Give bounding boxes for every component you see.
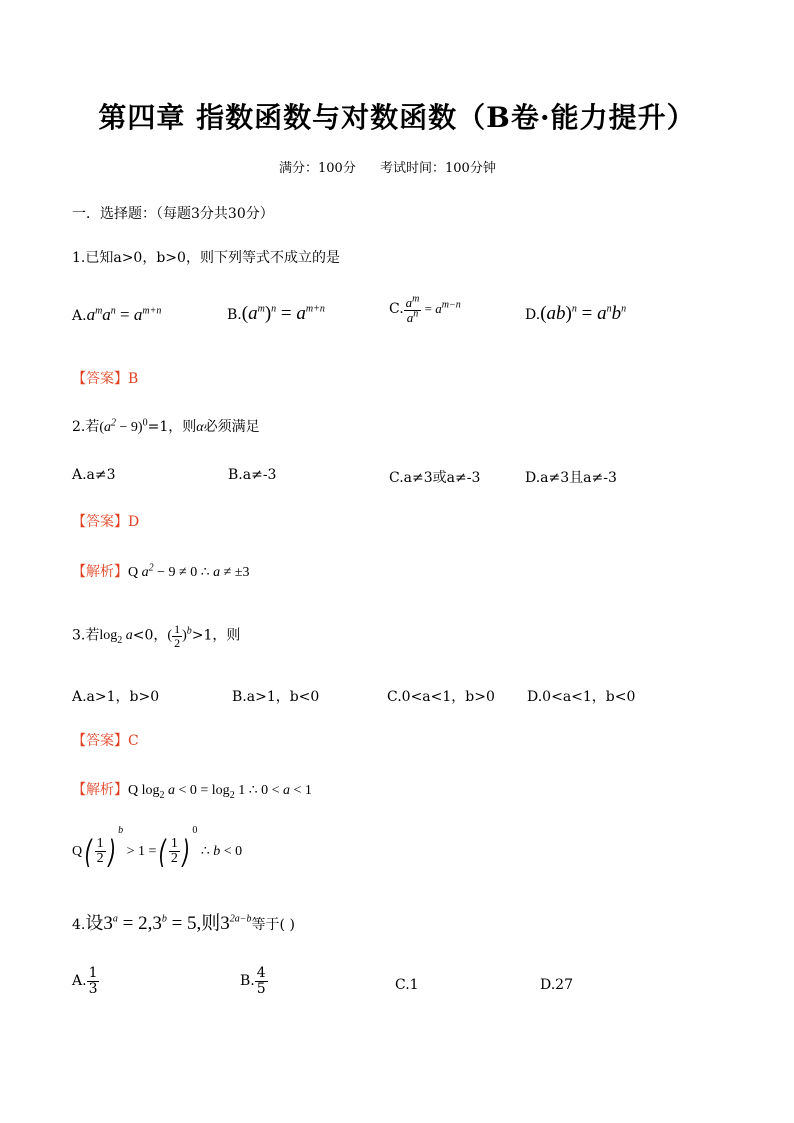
fraction-one-third: $\frac{1}{3}$ (88, 965, 98, 997)
question-1-option-d (525, 303, 626, 325)
option-label: B. (227, 307, 242, 323)
stem-text: 等于( ) (251, 917, 295, 933)
question-4-option-b (240, 966, 268, 996)
answer-tag: 【答案】 (72, 733, 128, 749)
analysis-tag: 【解析】 (72, 564, 128, 580)
question-3-answer (72, 730, 139, 750)
formula: $\log_2 a$ (99, 628, 133, 647)
question-1-option-c (389, 293, 461, 325)
answer-value: C (128, 733, 139, 749)
option-label: A. (72, 308, 87, 324)
question-3-stem (72, 623, 240, 649)
stem-text: 必须满足 (203, 419, 260, 435)
answer-value: D (128, 514, 140, 530)
question-2-stem (72, 416, 260, 436)
question-1-option-a (72, 305, 161, 325)
question-2-option-b: B.a≠-3 (228, 467, 277, 483)
formula: Q( $\frac{1}{2}$ )$^b$ > 1 =( $\frac{1}{2}$ )$^0$ ∴ b < 0 (72, 825, 243, 871)
stem-text: =1，则 (147, 419, 197, 435)
question-2-option-d: D.a≠3且a≠-3 (525, 470, 617, 486)
section-heading: 一．选择题：（每题3分共30分） (72, 206, 274, 222)
question-4-option-d: D.27 (540, 977, 573, 993)
question-3-option-b: B.a>1，b<0 (232, 689, 320, 705)
stem-text: 设 (85, 913, 104, 934)
formula: $a^ma^n = a^{m+n}$ (86, 305, 162, 324)
question-1-option-b (227, 303, 325, 325)
option-label: A. (72, 973, 87, 990)
formula: Q $\log_2 a < 0 = \log_2 1$ ∴ 0 < a < 1 (128, 783, 312, 801)
question-3-analysis-line2 (72, 825, 243, 871)
analysis-tag: 【解析】 (72, 782, 128, 798)
question-3-analysis-line1 (72, 779, 312, 799)
question-2-answer (72, 511, 139, 531)
formula: $(a^2 - 9)^0$ (99, 417, 148, 435)
answer-tag: 【答案】 (72, 514, 128, 530)
formula: Q $a^2 - 9 \ne 0$ ∴ a ≠ ±3 (128, 562, 250, 580)
formula: ( $\frac{1}{2}$ )$^b$ (167, 622, 192, 650)
question-3-option-c: C.0<a<1，b>0 (387, 689, 495, 705)
stem-text: <0， (132, 627, 168, 644)
option-label: B. (240, 973, 255, 990)
question-2-analysis (72, 561, 250, 581)
formula: $(ab)^n = a^nb^n$ (540, 303, 627, 324)
formula: $3^a = 2,3^b = 5$,则$3^{2a-b}$ (103, 913, 252, 934)
question-1-stem: 1.已知a>0，b>0，则下列等式不成立的是 (72, 250, 340, 266)
full-score: 满分：100分 (279, 161, 356, 176)
question-4-option-a (72, 966, 99, 996)
formula: $(a^m)^n = a^{m+n}$ (241, 303, 325, 324)
answer-tag: 【答案】 (72, 371, 128, 387)
question-3-option-a: A.a>1，b>0 (72, 689, 160, 705)
fraction-four-fifths: $\frac{4}{5}$ (256, 965, 266, 997)
question-1-answer (72, 368, 138, 388)
question-2-option-c: C.a≠3或a≠-3 (389, 470, 481, 486)
question-3-option-d: D.0<a<1，b<0 (527, 689, 636, 705)
question-2-option-a: A.a≠3 (72, 467, 116, 483)
variable: α (196, 420, 204, 435)
question-4-option-c: C.1 (395, 977, 419, 993)
answer-value: B (128, 371, 139, 387)
stem-text: 4. (72, 917, 86, 933)
stem-text: 2.若 (72, 419, 100, 435)
option-label: D. (525, 307, 541, 323)
option-label: C. (389, 301, 404, 318)
page-title: 第四章 指数函数与对数函数（B卷·能力提升） (98, 101, 696, 134)
question-4-stem (72, 908, 295, 935)
exam-time: 考试时间：100分钟 (380, 161, 496, 176)
formula: $\frac{a^m}{a^n}$ = $a^{m-n}$ (405, 293, 461, 325)
stem-text: >1，则 (191, 627, 241, 644)
stem-text: 3.若 (72, 627, 100, 644)
